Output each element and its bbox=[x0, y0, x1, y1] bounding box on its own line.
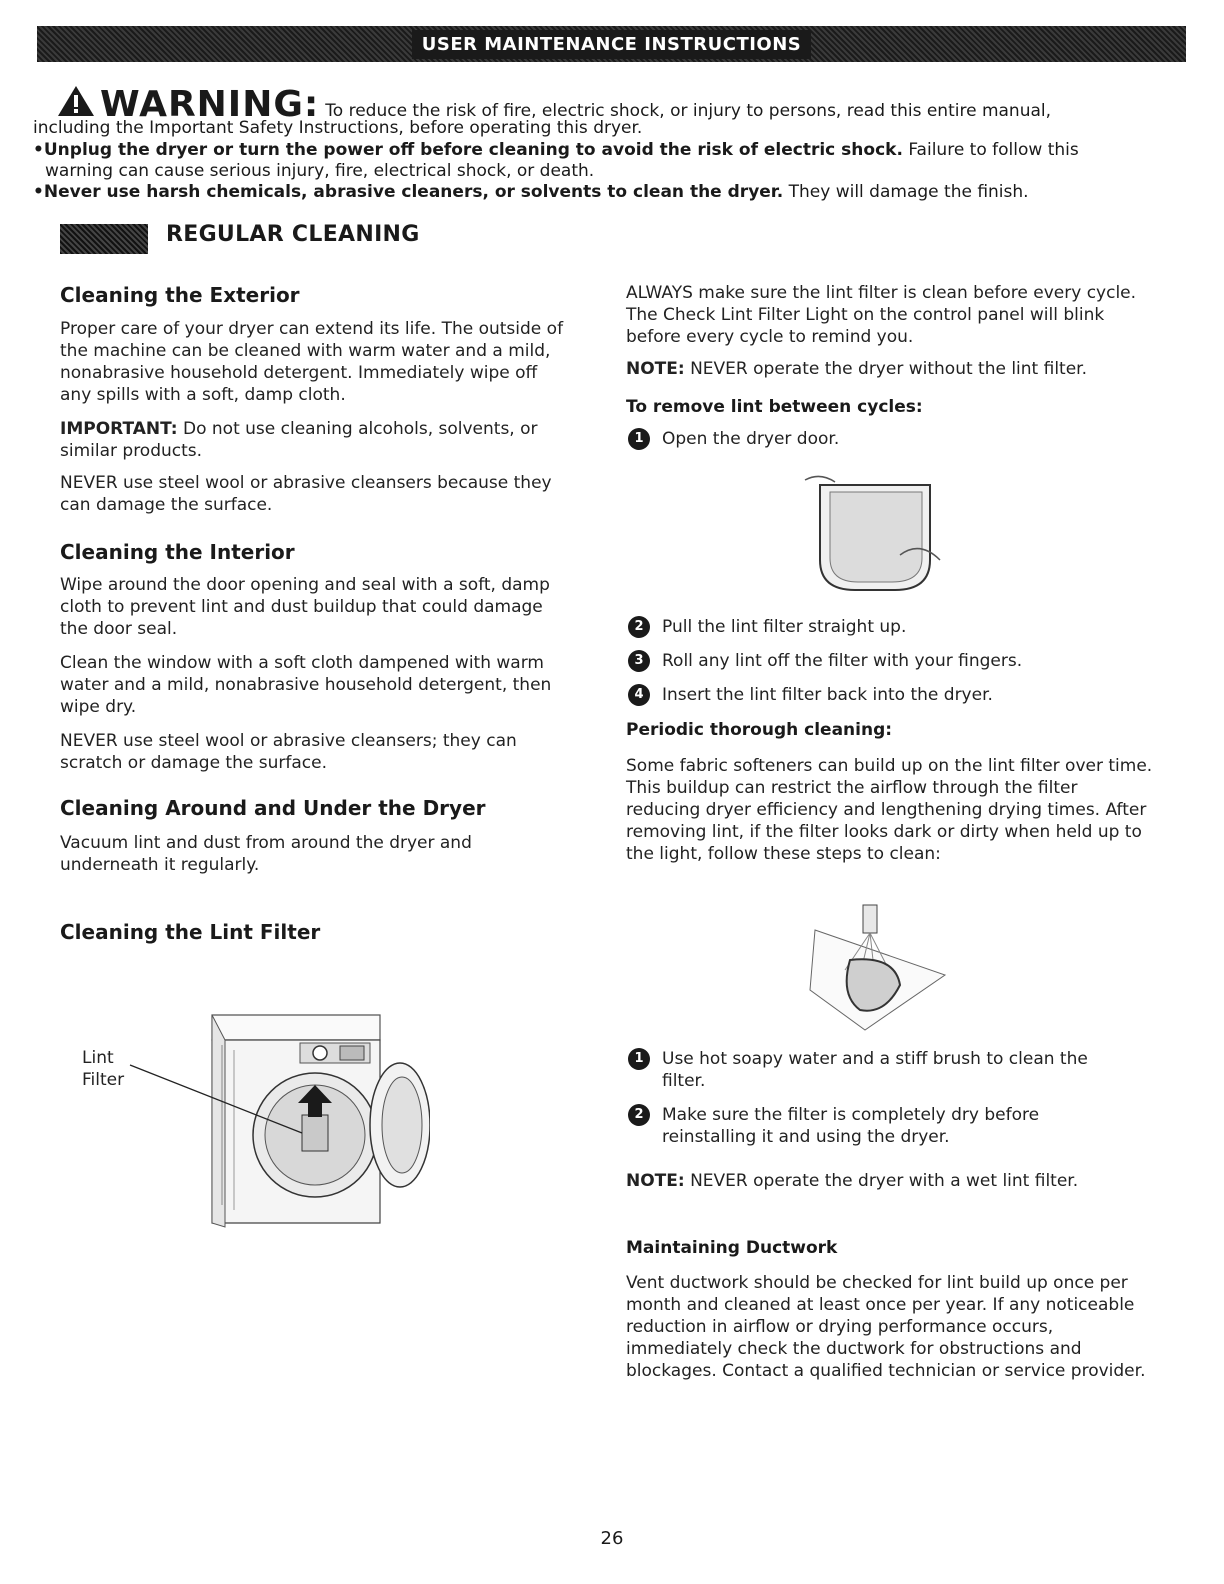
filter-brush-illustration bbox=[805, 900, 965, 1035]
remove-step-1 bbox=[628, 428, 1168, 450]
lint-callout-line-1: Lint bbox=[82, 1048, 114, 1068]
exterior-heading: Cleaning the Exterior bbox=[60, 283, 300, 307]
warning-bullet-1-rest-a: Failure to follow this bbox=[908, 140, 1079, 160]
important-label: IMPORTANT: bbox=[60, 419, 178, 439]
page-number: 26 bbox=[600, 1528, 624, 1549]
note-1 bbox=[626, 358, 1166, 380]
section-title: REGULAR CLEANING bbox=[166, 222, 420, 247]
exterior-para-1: Proper care of your dryer can extend its life. The outside of the machine can be cleaned with warm water and a mild, nonabrasive household detergent. Immediately wipe off any spills with a soft, damp cloth. bbox=[60, 319, 564, 405]
banner-title: USER MAINTENANCE INSTRUCTIONS bbox=[412, 30, 812, 59]
around-para-1: Vacuum lint and dust from around the dryer and underneath it regularly. bbox=[60, 833, 472, 875]
duct-heading: Maintaining Ductwork bbox=[626, 1238, 838, 1258]
periodic-text: Some fabric softeners can build up on the lint filter over time. This buildup can restrict the airflow through the filter reducing dryer efficiency and lengthening drying times. After removing lint, if the filter looks dark or dirty when held up to the light, follow these steps to clean: bbox=[626, 756, 1153, 864]
lint-callout-line-2: Filter bbox=[82, 1070, 125, 1090]
remove-step-2 bbox=[628, 616, 1168, 638]
step-number-badge: 1 bbox=[628, 1048, 650, 1070]
remove-step-4 bbox=[628, 684, 1168, 706]
warning-bullet-2-rest: They will damage the finish. bbox=[788, 182, 1029, 202]
around-heading: Cleaning Around and Under the Dryer bbox=[60, 796, 486, 820]
periodic-step-1-text: Use hot soapy water and a stiff brush to clean the filter. bbox=[662, 1049, 1088, 1091]
step-number-badge: 2 bbox=[628, 1104, 650, 1126]
remove-step-3-text: Roll any lint off the filter with your fingers. bbox=[662, 651, 1023, 671]
step-number-badge: 2 bbox=[628, 616, 650, 638]
remove-step-3 bbox=[628, 650, 1168, 672]
right-intro: ALWAYS make sure the lint filter is clean before every cycle. The Check Lint Filter Light on the control panel will blink before every cycle to remind you. bbox=[626, 283, 1137, 347]
interior-para-2: Clean the window with a soft cloth dampened with warm water and a mild, nonabrasive household detergent, then wipe dry. bbox=[60, 653, 552, 717]
periodic-step-1 bbox=[628, 1048, 1148, 1092]
bullet-symbol: • bbox=[33, 140, 44, 160]
remove-heading: To remove lint between cycles: bbox=[626, 397, 923, 417]
exterior-important bbox=[60, 418, 580, 462]
warning-bullet-1 bbox=[33, 140, 1183, 161]
note-2-label: NOTE: bbox=[626, 1171, 685, 1191]
periodic-step-2 bbox=[628, 1104, 1148, 1148]
exterior-para-3: NEVER use steel wool or abrasive cleansers because they can damage the surface. bbox=[60, 473, 552, 515]
remove-step-4-text: Insert the lint filter back into the dryer. bbox=[662, 685, 993, 705]
warning-bullet-2 bbox=[33, 182, 1183, 203]
warning-intro-a: To reduce the risk of fire, electric shock, or injury to persons, read this entire manual, bbox=[325, 101, 1052, 121]
warning-intro-b: including the Important Safety Instructions, before operating this dryer. bbox=[33, 118, 643, 138]
interior-para-3: NEVER use steel wool or abrasive cleansers; they can scratch or damage the surface. bbox=[60, 731, 517, 773]
interior-para-1: Wipe around the door opening and seal with a soft, damp cloth to prevent lint and dust buildup that could damage the door seal. bbox=[60, 575, 550, 639]
important-text: Do not use cleaning alcohols, solvents, or similar products. bbox=[60, 419, 538, 461]
remove-step-2-text: Pull the lint filter straight up. bbox=[662, 617, 907, 637]
warning-bullet-1-bold: Unplug the dryer or turn the power off before cleaning to avoid the risk of electric shock. bbox=[43, 140, 903, 160]
header-banner bbox=[37, 26, 1186, 62]
warning-bullet-1-rest-b: warning can cause serious injury, fire, electrical shock, or death. bbox=[45, 161, 595, 181]
periodic-step-2-text: Make sure the filter is completely dry before reinstalling it and using the dryer. bbox=[662, 1105, 1040, 1147]
dryer-illustration bbox=[70, 1005, 430, 1235]
note-2 bbox=[626, 1170, 1166, 1192]
bullet-symbol: • bbox=[33, 182, 44, 202]
interior-heading: Cleaning the Interior bbox=[60, 540, 295, 564]
remove-step-1-text: Open the dryer door. bbox=[662, 429, 840, 449]
note-1-label: NOTE: bbox=[626, 359, 685, 379]
warning-bullet-2-bold: Never use harsh chemicals, abrasive cleaners, or solvents to clean the dryer. bbox=[43, 182, 784, 202]
step-number-badge: 4 bbox=[628, 684, 650, 706]
periodic-heading: Periodic thorough cleaning: bbox=[626, 720, 893, 740]
note-2-text: NEVER operate the dryer with a wet lint filter. bbox=[690, 1171, 1079, 1191]
duct-text: Vent ductwork should be checked for lint build up once per month and cleaned at least once per year. If any noticeable reduction in airflow or drying performance occurs, immediately check the ductwork for obstructions and blockages. Contact a qualified technician or service provider. bbox=[626, 1273, 1146, 1381]
step-number-badge: 1 bbox=[628, 428, 650, 450]
lint-filter-illustration bbox=[800, 470, 950, 600]
lint-callout bbox=[82, 1047, 124, 1091]
section-bar bbox=[60, 224, 148, 254]
note-1-text: NEVER operate the dryer without the lint filter. bbox=[690, 359, 1088, 379]
step-number-badge: 3 bbox=[628, 650, 650, 672]
lint-heading: Cleaning the Lint Filter bbox=[60, 920, 321, 944]
warning-label: WARNING: bbox=[100, 84, 320, 125]
warning-triangle-icon bbox=[56, 84, 96, 118]
